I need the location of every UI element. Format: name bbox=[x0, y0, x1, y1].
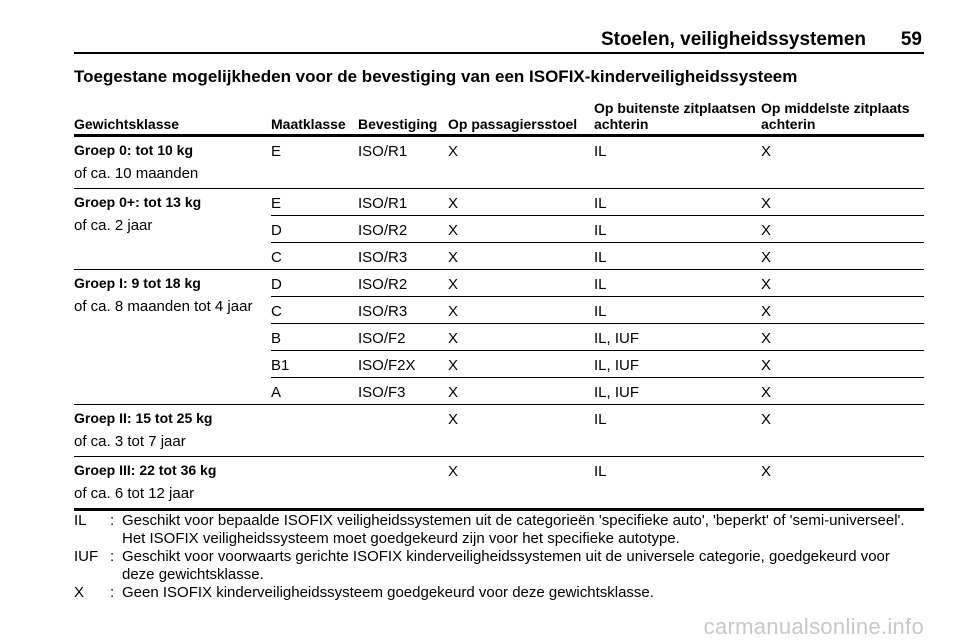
table-row bbox=[74, 189, 924, 216]
front-passenger-cell: X bbox=[448, 351, 594, 378]
table-row bbox=[74, 136, 924, 189]
legend-text: Geschikt voor bepaalde ISOFIX veiligheidssystemen uit de categorieën 'specifieke auto', 'beperkt' of 'semi-universeel'. Het ISOFIX veiligheidssysteem moet goedgekeurd zijn voor het specifieke autotype. bbox=[122, 512, 905, 547]
rear-outer-cell: IL bbox=[594, 216, 761, 243]
weight-class-cell bbox=[74, 457, 271, 510]
size-class-cell: D bbox=[271, 270, 358, 297]
rear-outer-cell: IL bbox=[594, 189, 761, 216]
legend-text: Geschikt voor voorwaarts gerichte ISOFIX kinderveiligheidssystemen uit de universele categorie, goedgekeurd voor deze gewichtsklasse. bbox=[122, 548, 890, 583]
column-header-size-class: Maatklasse bbox=[271, 97, 358, 136]
size-class-cell: B bbox=[271, 324, 358, 351]
weight-class-name: Groep III: 22 tot 36 kg bbox=[74, 462, 217, 478]
rear-outer-cell: IL bbox=[594, 457, 761, 510]
rear-outer-cell: IL bbox=[594, 136, 761, 189]
table-title: Toegestane mogelijkheden voor de bevestiging van een ISOFIX-kinderveiligheidssysteem bbox=[74, 67, 798, 86]
fixture-cell bbox=[358, 405, 448, 457]
table-row bbox=[74, 270, 924, 297]
legend-text: Geen ISOFIX kinderveiligheidssysteem goedgekeurd voor deze gewichtsklasse. bbox=[122, 584, 654, 601]
legend-item bbox=[74, 584, 924, 602]
rear-outer-cell: IL bbox=[594, 243, 761, 270]
front-passenger-cell: X bbox=[448, 297, 594, 324]
size-class-cell bbox=[271, 457, 358, 510]
front-passenger-cell: X bbox=[448, 457, 594, 510]
weight-class-age: of ca. 8 maanden tot 4 jaar bbox=[74, 298, 253, 315]
rear-outer-cell: IL, IUF bbox=[594, 351, 761, 378]
fixture-cell: ISO/F3 bbox=[358, 378, 448, 405]
rear-outer-cell: IL bbox=[594, 405, 761, 457]
rear-middle-cell: X bbox=[761, 189, 924, 216]
weight-class-age: of ca. 3 tot 7 jaar bbox=[74, 433, 186, 450]
rear-middle-cell: X bbox=[761, 457, 924, 510]
size-class-cell: E bbox=[271, 136, 358, 189]
size-class-cell bbox=[271, 405, 358, 457]
column-header-rear-outer: Op buitenste zitplaatsen achterin bbox=[594, 97, 761, 136]
table-body bbox=[74, 136, 924, 510]
rear-middle-cell: X bbox=[761, 136, 924, 189]
rear-middle-cell: X bbox=[761, 297, 924, 324]
weight-class-name: Groep I: 9 tot 18 kg bbox=[74, 275, 201, 291]
legend bbox=[74, 512, 924, 602]
rear-middle-cell: X bbox=[761, 351, 924, 378]
column-header-front-passenger: Op passagiersstoel bbox=[448, 97, 594, 136]
front-passenger-cell: X bbox=[448, 378, 594, 405]
rear-middle-cell: X bbox=[761, 216, 924, 243]
fixture-cell: ISO/R3 bbox=[358, 297, 448, 324]
front-passenger-cell: X bbox=[448, 270, 594, 297]
rear-outer-cell: IL, IUF bbox=[594, 378, 761, 405]
fixture-cell: ISO/R2 bbox=[358, 270, 448, 297]
watermark: carmanualsonline.info bbox=[703, 614, 924, 639]
legend-key: IUF bbox=[74, 548, 99, 565]
table-header-row bbox=[74, 97, 924, 136]
fixture-cell: ISO/R1 bbox=[358, 136, 448, 189]
size-class-cell: A bbox=[271, 378, 358, 405]
weight-class-cell bbox=[74, 405, 271, 457]
column-header-rear-middle: Op middelste zitplaats achterin bbox=[761, 97, 924, 136]
isofix-table bbox=[74, 97, 924, 511]
weight-class-age: of ca. 6 tot 12 jaar bbox=[74, 485, 195, 502]
page-header bbox=[74, 30, 924, 54]
weight-class-name: Groep II: 15 tot 25 kg bbox=[74, 410, 213, 426]
rear-middle-cell: X bbox=[761, 324, 924, 351]
front-passenger-cell: X bbox=[448, 324, 594, 351]
weight-class-cell bbox=[74, 136, 271, 189]
legend-item bbox=[74, 512, 924, 548]
front-passenger-cell: X bbox=[448, 216, 594, 243]
fixture-cell: ISO/R3 bbox=[358, 243, 448, 270]
weight-class-name: Groep 0+: tot 13 kg bbox=[74, 194, 202, 210]
table-row bbox=[74, 457, 924, 510]
weight-class-cell bbox=[74, 270, 271, 405]
page-number: 59 bbox=[900, 29, 922, 50]
fixture-cell bbox=[358, 457, 448, 510]
rear-outer-cell: IL, IUF bbox=[594, 324, 761, 351]
legend-separator: : bbox=[110, 584, 115, 601]
weight-class-cell bbox=[74, 189, 271, 270]
fixture-cell: ISO/F2X bbox=[358, 351, 448, 378]
section-title: Stoelen, veiligheidssystemen bbox=[600, 29, 866, 50]
column-header-weight-class: Gewichtsklasse bbox=[74, 97, 271, 136]
front-passenger-cell: X bbox=[448, 189, 594, 216]
table-row bbox=[74, 405, 924, 457]
weight-class-name: Groep 0: tot 10 kg bbox=[74, 142, 194, 158]
size-class-cell: D bbox=[271, 216, 358, 243]
front-passenger-cell: X bbox=[448, 405, 594, 457]
size-class-cell: C bbox=[271, 243, 358, 270]
weight-class-age: of ca. 10 maanden bbox=[74, 165, 199, 182]
size-class-cell: E bbox=[271, 189, 358, 216]
column-header-fixture: Bevestiging bbox=[358, 97, 448, 136]
front-passenger-cell: X bbox=[448, 243, 594, 270]
legend-key: X bbox=[74, 584, 85, 601]
legend-separator: : bbox=[110, 548, 115, 565]
weight-class-age: of ca. 2 jaar bbox=[74, 217, 153, 234]
front-passenger-cell: X bbox=[448, 136, 594, 189]
rear-middle-cell: X bbox=[761, 405, 924, 457]
fixture-cell: ISO/R1 bbox=[358, 189, 448, 216]
fixture-cell: ISO/F2 bbox=[358, 324, 448, 351]
rear-middle-cell: X bbox=[761, 270, 924, 297]
size-class-cell: B1 bbox=[271, 351, 358, 378]
rear-outer-cell: IL bbox=[594, 270, 761, 297]
size-class-cell: C bbox=[271, 297, 358, 324]
rear-middle-cell: X bbox=[761, 243, 924, 270]
legend-key: IL bbox=[74, 512, 87, 529]
legend-item bbox=[74, 548, 924, 584]
rear-outer-cell: IL bbox=[594, 297, 761, 324]
legend-separator: : bbox=[110, 512, 115, 529]
rear-middle-cell: X bbox=[761, 378, 924, 405]
fixture-cell: ISO/R2 bbox=[358, 216, 448, 243]
